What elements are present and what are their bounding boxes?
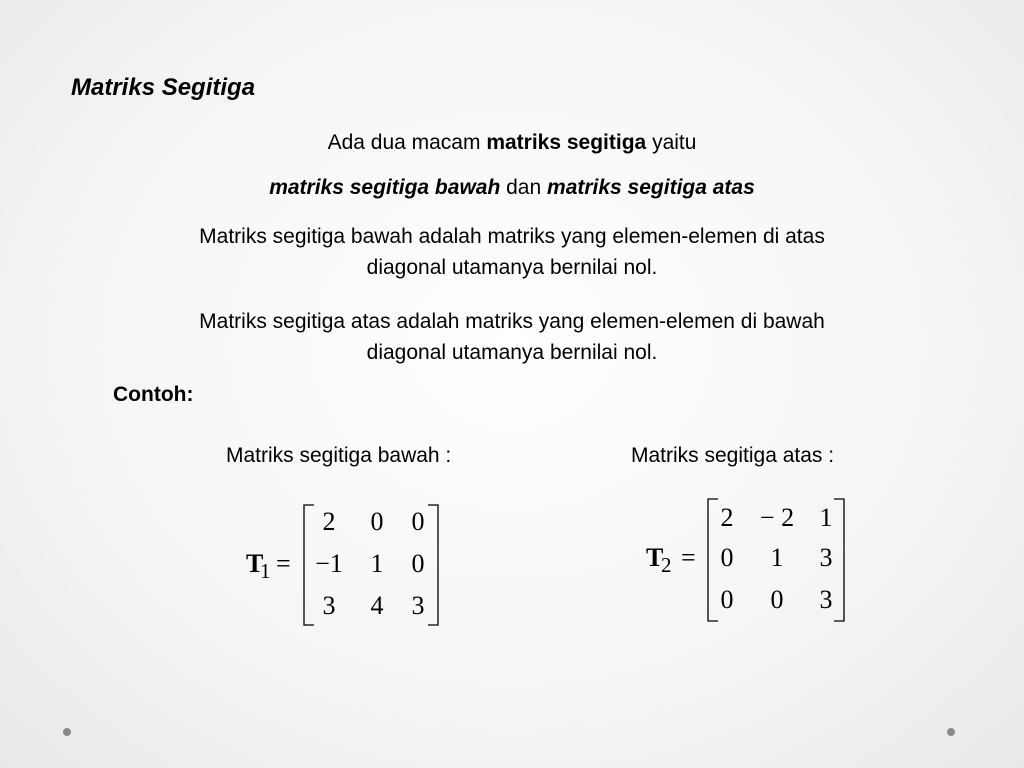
- t2-cell-2-2: 3: [819, 585, 833, 614]
- t1-cell-2-2: 3: [411, 591, 425, 620]
- t1-cell-1-0: −1: [315, 549, 343, 578]
- matrix-t1-equation: [246, 505, 438, 625]
- t2-cell-1-0: 0: [720, 543, 734, 572]
- t2-cell-0-0: 2: [720, 503, 734, 532]
- example-heading: Contoh:: [113, 383, 194, 406]
- t1-cell-0-0: 2: [322, 507, 336, 536]
- t1-cell-0-1: 0: [370, 507, 384, 536]
- type-upper: matriks segitiga atas: [547, 176, 755, 199]
- matrix-t1-subscript: 1: [260, 559, 271, 583]
- slide-title: Matriks Segitiga: [71, 74, 256, 101]
- t2-cell-0-1: − 2: [759, 503, 795, 532]
- intro-suffix: yaitu: [646, 131, 697, 154]
- matrix-t2-equation: [646, 499, 844, 621]
- definition-lower-line1: Matriks segitiga bawah adalah matriks yang elemen-elemen di atas: [199, 225, 825, 248]
- matrix-t2-name: T: [646, 543, 664, 572]
- t2-cell-2-0: 0: [720, 585, 734, 614]
- intro-bold: matriks segitiga: [486, 131, 647, 154]
- intro-prefix: Ada dua macam: [327, 131, 487, 154]
- decorative-dot-right: [947, 728, 955, 736]
- definition-upper-line2: diagonal utamanya bernilai nol.: [366, 341, 658, 364]
- t2-cell-0-2: 1: [819, 503, 833, 532]
- matrix-t2-equals: =: [681, 543, 696, 572]
- matrix-t2-right-bracket: [834, 499, 844, 621]
- t2-cell-2-1: 0: [770, 585, 784, 614]
- type-lower: matriks segitiga bawah: [269, 176, 501, 199]
- t1-cell-0-2: 0: [411, 507, 425, 536]
- matrix-t1-equals: =: [276, 549, 291, 578]
- t2-cell-1-1: 1: [770, 543, 784, 572]
- t1-cell-2-0: 3: [322, 591, 336, 620]
- example-lower-label: Matriks segitiga bawah :: [226, 444, 452, 467]
- matrix-t1-left-bracket: [304, 505, 314, 625]
- t1-cell-2-1: 4: [370, 591, 384, 620]
- t1-cell-1-2: 0: [411, 549, 425, 578]
- matrix-t1-right-bracket: [428, 505, 438, 625]
- matrix-t2-subscript: 2: [661, 553, 672, 577]
- example-upper-label: Matriks segitiga atas :: [631, 444, 835, 467]
- decorative-dot-left: [63, 728, 71, 736]
- type-connector: dan: [500, 176, 548, 199]
- t1-cell-1-1: 1: [370, 549, 384, 578]
- matrix-t2-left-bracket: [708, 499, 718, 621]
- definition-upper-line1: Matriks segitiga atas adalah matriks yang elemen-elemen di bawah: [199, 310, 825, 333]
- t2-cell-1-2: 3: [819, 543, 833, 572]
- definition-lower-line2: diagonal utamanya bernilai nol.: [366, 256, 658, 279]
- matrix-t1-name: T: [246, 549, 264, 578]
